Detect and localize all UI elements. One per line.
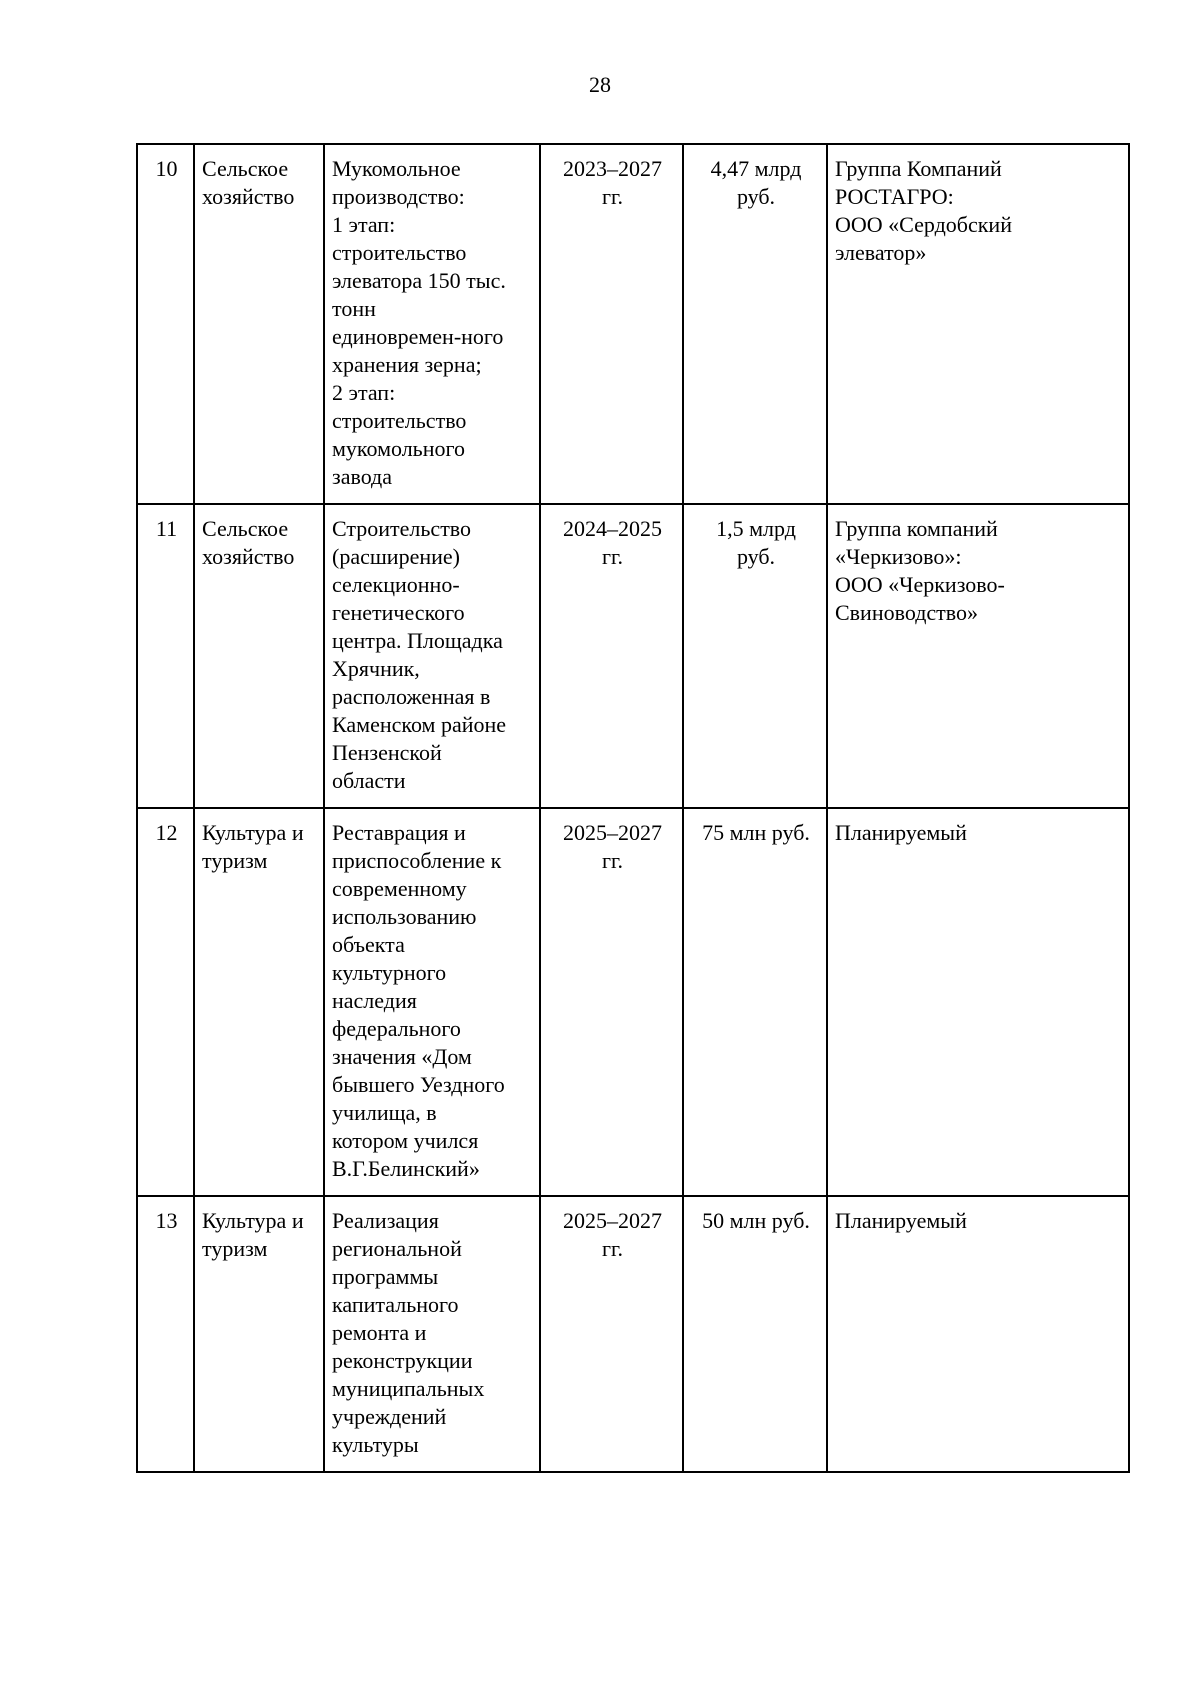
period-cell [540, 808, 683, 1196]
investor-cell [827, 144, 1129, 504]
project-line: реконструкции [332, 1348, 473, 1373]
project-cell [324, 808, 540, 1196]
project-line: Реставрация и [332, 820, 466, 845]
project-cell [324, 1196, 540, 1472]
period-cell [540, 144, 683, 504]
amount-line: руб. [736, 184, 776, 209]
project-line: производство: [332, 184, 465, 209]
row-number-cell: 11 [137, 504, 194, 808]
amount-cell [683, 504, 827, 808]
period-line: 2025–2027 [563, 1208, 662, 1233]
project-line: объекта [332, 932, 405, 957]
investor-line: Планируемый [835, 1208, 967, 1233]
project-line: области [332, 768, 406, 793]
investor-line: Группа компаний [835, 516, 998, 541]
project-line: Пензенской [332, 740, 442, 765]
period-line: гг. [601, 848, 624, 873]
amount-cell [683, 1196, 827, 1472]
period-line: 2025–2027 [563, 820, 662, 845]
sector-line: Культура и [202, 1208, 304, 1233]
project-line: строительство [332, 408, 467, 433]
project-line: использованию [332, 904, 477, 929]
amount-cell [683, 808, 827, 1196]
table-row [137, 504, 1129, 808]
project-line: значения «Дом [332, 1044, 472, 1069]
project-line: учреждений [332, 1404, 447, 1429]
project-line: Каменском районе [332, 712, 507, 737]
project-line: региональной [332, 1236, 462, 1261]
period-line: 2024–2025 [563, 516, 662, 541]
amount-cell [683, 144, 827, 504]
period-cell [540, 504, 683, 808]
project-line: генетического [332, 600, 465, 625]
investor-line: элеватор» [835, 240, 927, 265]
row-number-cell: 10 [137, 144, 194, 504]
period-line: гг. [601, 184, 624, 209]
row-number-cell: 13 [137, 1196, 194, 1472]
project-line: современному [332, 876, 467, 901]
project-line: приспособление к [332, 848, 502, 873]
project-line: капитального [332, 1292, 459, 1317]
investor-line: РОСТАГРО: [835, 184, 954, 209]
project-line: Хрячник, [332, 656, 420, 681]
table-row [137, 808, 1129, 1196]
period-cell [540, 1196, 683, 1472]
period-line: гг. [601, 1236, 624, 1261]
investor-cell [827, 1196, 1129, 1472]
page-number: 28 [589, 72, 611, 97]
project-line: культуры [332, 1432, 419, 1457]
sector-line: туризм [202, 848, 268, 873]
sector-line: Культура и [202, 820, 304, 845]
project-line: строительство [332, 240, 467, 265]
project-line: программы [332, 1264, 439, 1289]
sector-line: хозяйство [202, 184, 295, 209]
sector-cell [194, 808, 324, 1196]
project-line: (расширение) [332, 544, 460, 569]
projects-table-body [137, 144, 1129, 1472]
project-line: ремонта и [332, 1320, 427, 1345]
project-line: завода [332, 464, 393, 489]
investor-line: ООО «Черкизово- [835, 572, 1005, 597]
investor-line: ООО «Сердобский [835, 212, 1012, 237]
project-line: В.Г.Белинский» [332, 1156, 480, 1181]
row-number-cell: 12 [137, 808, 194, 1196]
investor-cell [827, 504, 1129, 808]
table-row [137, 144, 1129, 504]
sector-line: Сельское [202, 156, 289, 181]
investor-line: Группа Компаний [835, 156, 1002, 181]
project-line: элеватора 150 тыс. [332, 268, 506, 293]
amount-line: 4,47 млрд [710, 156, 802, 181]
investor-line: Свиноводство» [835, 600, 979, 625]
project-line: селекционно- [332, 572, 460, 597]
project-line: единовремен-ного [332, 324, 504, 349]
project-line: котором учился [332, 1128, 479, 1153]
project-line: культурного [332, 960, 447, 985]
project-line: училища, в [332, 1100, 437, 1125]
sector-cell [194, 504, 324, 808]
project-line: хранения зерна; [332, 352, 482, 377]
project-line: 2 этап: [332, 380, 396, 405]
project-line: 1 этап: [332, 212, 396, 237]
project-line: тонн [332, 296, 376, 321]
investor-line: «Черкизово»: [835, 544, 962, 569]
sector-line: туризм [202, 1236, 268, 1261]
amount-line: 75 млн руб. [702, 820, 810, 845]
sector-cell [194, 1196, 324, 1472]
project-line: расположенная в [332, 684, 491, 709]
project-line: наследия [332, 988, 417, 1013]
amount-line: руб. [736, 544, 776, 569]
sector-cell [194, 144, 324, 504]
project-line: федерального [332, 1016, 461, 1041]
sector-line: хозяйство [202, 544, 295, 569]
investor-cell [827, 808, 1129, 1196]
period-line: гг. [601, 544, 624, 569]
table-row [137, 1196, 1129, 1472]
amount-line: 50 млн руб. [702, 1208, 810, 1233]
project-line: мукомольного [332, 436, 465, 461]
amount-line: 1,5 млрд [716, 516, 796, 541]
sector-line: Сельское [202, 516, 289, 541]
project-line: Строительство [332, 516, 472, 541]
project-line: бывшего Уездного [332, 1072, 505, 1097]
period-line: 2023–2027 [563, 156, 662, 181]
project-cell [324, 144, 540, 504]
project-line: центра. Площадка [332, 628, 503, 653]
investor-line: Планируемый [835, 820, 967, 845]
project-line: Реализация [332, 1208, 439, 1233]
projects-table [136, 143, 1130, 1473]
project-cell [324, 504, 540, 808]
project-line: Мукомольное [332, 156, 461, 181]
project-line: муниципальных [332, 1376, 485, 1401]
